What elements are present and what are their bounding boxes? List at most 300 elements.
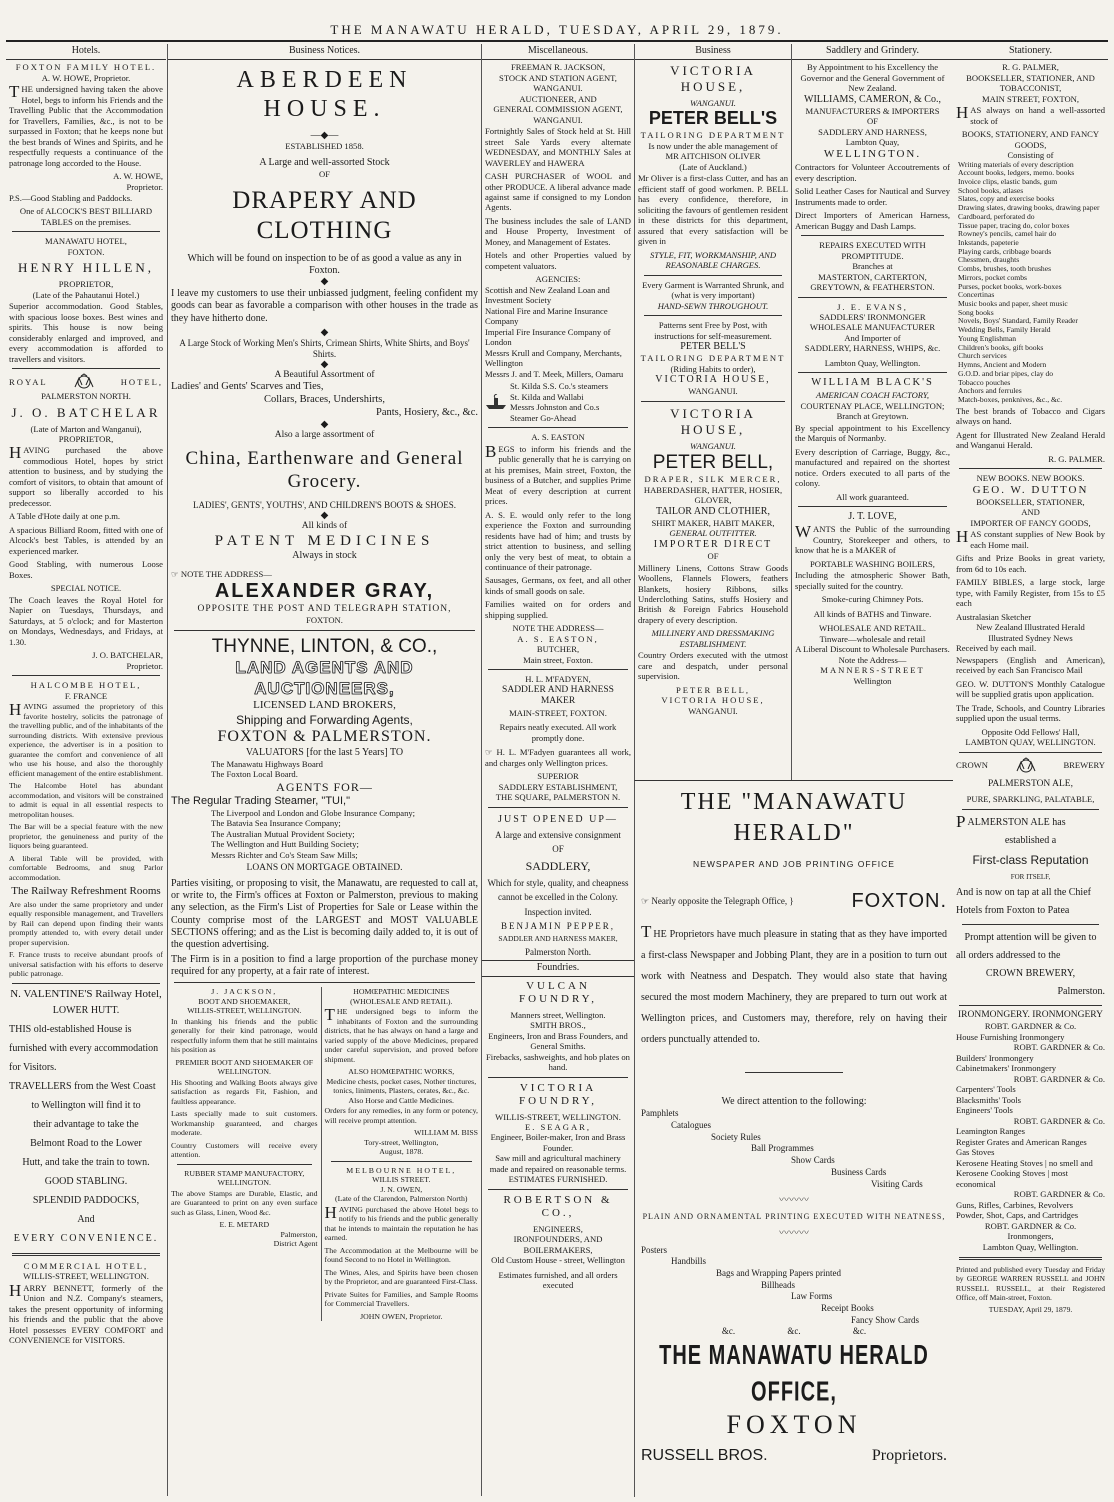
ad-line: PALMERSTON ALE, [988,778,1073,789]
ad-line: A Large and well-assorted Stock [259,157,390,169]
column-business [634,44,791,780]
ad-body: The Halcombe Hotel has abundant accommodation, and visitors will be constrained to admit is equal in all essential respects to metropolitan houses. [9,781,163,819]
ad-line: VALUATORS [for the last 5 Years] TO [245,746,404,758]
ad-body: The business includes the sale of LAND and House Property, Investment of Money, and Management of Estates. [485,215,631,247]
ad-line: Steamer Go-Ahead [510,412,577,423]
ad-signature-role: Main street, Foxton. [523,654,593,665]
ad-body: HAVING purchased the above Hotel begs to notify to his friends and the public generally that he intends to maintain the reputation he has earned. [324,1202,478,1243]
ad-line: AGENCIES: [535,274,581,285]
ad-title: R. G. PALMER, [1002,62,1059,73]
ad-late: (Late of the Pahautanui Hotel.) [32,289,140,300]
ad-body: WANTS the Public of the surrounding Country, Storekeeper and others, to know that he is a MAKER of [795,522,950,556]
ad-trade: IRONFOUNDERS, AND BOILERMAKERS, [513,1234,603,1255]
ad-line: LICENSED LAND BROKERS, [253,699,396,712]
ad-jackson-boots [168,987,322,1321]
ad-title-row [956,757,1105,775]
ad-line: OF [867,116,878,127]
ornament: ◆ [320,276,329,288]
ad-place: WANGANUI. [690,97,736,108]
ad-place: WELLINGTON. [823,147,922,160]
ad-headline: China, Earthenware and General Grocery. [185,448,464,493]
ad-headline: FOXTON. [851,890,947,913]
ad-headline: First-class Reputation [972,852,1089,867]
list-item: Concertinas [958,290,995,300]
ad-owner: J. O. BATCHELAR [11,404,161,420]
ad-foxton-family-hotel [6,62,166,227]
list-item: Account books, ledgers, memo. books [958,168,1075,178]
pointing-hand-icon: ☞ [485,747,497,758]
ad-line: FOXTON. [306,615,343,626]
ad-body: Gifts and Prize Books in great variety, from 6d to 10s each. [956,553,1105,574]
ad-title: WILLIAM BLACK'S [811,377,934,389]
ad-line: ☞ Nearly opposite the Telegraph Office, } [641,895,794,906]
ad-place: WILLIS-STREET, WELLINGTON. [23,1271,149,1282]
ad-line: NOTE THE ADDRESS— [512,623,604,634]
ad-line: ROBT. GARDNER & Co. [1013,1042,1105,1053]
ad-line: OF [707,551,719,562]
ad-line: MASTERTON, CARTERTON, GREYTOWN, & FEATHERSTON. [810,271,935,293]
ad-line: Billheads [761,1279,795,1290]
ad-line: SADDLERY ESTABLISHMENT, [498,781,618,792]
ad-title: MELBOURNE HOTEL, [346,1165,457,1175]
section-heading: Hotels. [6,44,166,60]
ad-vulcan-foundry [482,980,634,1073]
ad-mfadyen-saddler [482,674,634,803]
ad-title: FREEMAN R. JACKSON, [510,62,606,73]
ad-line: Carpenters' Tools [956,1084,1016,1095]
ad-body: The Trade, Schools, and Country Libraries supplied upon the usual terms. [956,702,1105,724]
ad-line: THIS old-established House is [9,1023,132,1035]
ad-body: HAVING purchased the above commodious Hotel, hopes by strict attention to business, and by studying the comfort of visitors, to obtain that amount of support so liberally accorded to his predecessor. [9,443,163,508]
steamship-icon [485,394,507,410]
ad-line: SPLENDID PADDOCKS, [32,1194,140,1206]
ad-billiard: One of ALCOCK'S BEST BILLIARD TABLES on the premises. [19,206,153,227]
ad-body: HAS constant supplies of New Book by each Home mail. [956,527,1105,550]
ad-line: Inspection invited. [524,906,592,917]
ad-line: SHIRT MAKER, HABIT MAKER, [651,517,775,528]
ad-address-row [641,888,947,914]
ad-title-right: HOTEL, [120,376,163,387]
ad-place: THE SQUARE, PALMERSTON N. [495,792,621,803]
ad-body: The Bar will be a special feature with the new proprietor, the genuineness and purity of the liquors being guaranteed. [9,822,163,851]
ad-line: Visiting Cards [871,1178,923,1189]
ad-line: established a [1004,834,1057,846]
ad-body: Fortnightly Sales of Stock held at St. Hill street Sale Yards every alternate WEDNESDAY, and MONTHLY Sales at WAVERLEY and HAWERA [485,126,631,168]
ad-line: VICTORIA HOUSE, [661,695,765,706]
ad-line: Pants, Hosiery, &c., &c. [376,406,478,418]
ad-line: Smoke-curing Chimney Pots. [821,594,924,605]
ad-line: Society Rules [711,1131,761,1142]
ad-line: LOANS ON MORTGAGE OBTAINED. [246,863,403,874]
ad-line: Ladies' and Gents' Scarves and Ties, [171,381,324,393]
ad-line: LADIES', GENTS', YOUTHS', AND CHILDREN'S BOOTS & SHOES. [193,499,456,510]
divider [801,235,944,236]
divider [177,1164,312,1165]
ad-body: FAMILY BIBLES, a large stock, large type, with Family Register, from 15s to £5 each [956,577,1105,609]
ad-title: N. VALENTINE'S Railway Hotel, [10,987,162,1000]
ad-line: Every Garment is Warranted Shrunk, and (what is very important) [642,279,784,301]
ad-line: &c. &c. &c. [721,1326,867,1337]
ad-title-left: ROYAL [9,376,48,387]
ad-subtitle: The Railway Refreshment Rooms [11,885,161,898]
ad-line: PALMERSTON ALE has [956,811,1066,831]
column-stationery [953,44,1108,1496]
ad-line: The Manawatu Highways Board [211,758,323,769]
ad-line: Handbills [671,1256,706,1267]
ad-body: Mr Oliver is a first-class Cutter, and has an efficient staff of good workmen. P. BELL has every confidence, therefore, in soliciting the favours of gentlemen resident in these districts for this department, assured that every satisfaction will be given in [638,173,788,247]
ad-line: Collars, Braces, Undershirts, [263,394,386,406]
ad-line: AUCTIONEER, AND [519,93,597,104]
divider [12,1253,160,1256]
ad-line: REPAIRS EXECUTED WITH PROMPTITUDE. [819,240,926,261]
ad-body: Lasts specially made to suit customers. Workmanship guaranteed, and charges moderate. [171,1109,318,1138]
ad-body: A Table d'Hote daily at one p.m. [9,511,121,522]
divider [641,401,785,402]
list-item: Purses, pocket books, work-boxes [958,281,1062,291]
ad-signature: E. E. METARD [219,1220,270,1230]
ad-line: Register Grates and American Ranges [956,1136,1087,1147]
divider [12,368,160,369]
list-item: Church services [958,351,1007,361]
ad-title: ABERDEEN HOUSE. [236,67,413,123]
masthead: THE MANAWATU HERALD, TUESDAY, APRIL 29, 1879. [330,22,784,37]
ad-trade: ENGINEERS, [533,1223,583,1234]
ad-place: WILLIS-STREET, WELLINGTON. [187,1006,302,1016]
ad-line: ROBT. GARDNER & Co. [984,1220,1077,1231]
ad-signature: JOHN OWEN, Proprietor. [360,1311,443,1321]
ad-place: WANGANUI. [533,83,583,94]
ad-line: ROBT. GARDNER & Co. [1013,1073,1105,1084]
section-heading: Miscellaneous. [482,44,634,60]
ad-gardner-ironmongery [953,1010,1108,1252]
ad-line: Is now under the able management of [648,140,778,151]
ad-appointment: By Appointment to his Excellency the Governor and the General Government of New Zealand. [800,62,945,94]
list-item: Match-boxes, penknives, &c., &c. [958,394,1063,404]
list-item: Tissue paper, tracing do, color boxes [958,220,1070,230]
list-item: Novels, Boys' Standard, Family Reader [958,316,1078,326]
ad-line: AGENTS FOR— [276,779,373,794]
ad-note [171,569,478,579]
ad-signature-role: Tory-street, Wellington, [364,1137,439,1147]
ad-signature-role: Proprietors. [871,1446,947,1464]
ad-line: And is now on tap at all the Chief [956,886,1091,898]
section-heading: Foundries. [482,960,634,977]
ad-body: HARRY BENNETT, formerly of the Union and N.Z. Company's steamers, takes the present opportunity of informing his friends and the public that the above Hotel possesses EVERY COMFORT and CONVENIENCE for VISITORS. [9,1280,163,1346]
ad-signature: J. O. BATCHELAR, [92,650,163,661]
ad-line: MILLINERY AND DRESSMAKING ESTABLISHMENT. [651,628,775,649]
ad-line: FOR ITSELF, [1010,873,1051,882]
ad-line: The Batavia Sea Insurance Company; [211,818,341,829]
ad-line: OF [319,169,330,180]
ad-body: His Shooting and Walking Boots always give satisfaction as regards Fit, Fashion, and faultless appearance. [171,1077,318,1106]
ad-body: Are also under the same proprietory and under equally responsible management, and Travellers by Rail can depend upon finding their wants promptly attended to, with every detail under proper supervision. [9,899,163,947]
ad-line: AMERICAN COACH FACTORY, [815,390,930,401]
ad-valentine-hotel [6,988,166,1248]
ad-headline: SADDLERY, [525,858,591,873]
ad-line: Messrs J. and T. Meek, Millers, Oamaru [485,368,624,379]
ad-line: (Riding Habits to order), [670,363,756,374]
ad-line: PETER BELL'S [680,341,746,353]
pointing-hand-icon: ☞ [641,895,652,906]
ad-title: VULCAN FOUNDRY, [519,979,597,1006]
ad-body: Engineer, Boiler-maker, Iron and Brass Founder. [490,1132,626,1153]
ad-place: WANGANUI. [690,440,736,451]
ad-body: Saw mill and agricultural machinery made and repaired on reasonable terms. [489,1153,627,1174]
list-item: Anchors and ferrules [958,386,1022,396]
ad-line: Business Cards [831,1166,887,1177]
list-item: Wedding Bells, Family Herald [958,325,1051,335]
ad-body: Superior accommodation. Good Stables, with spacious loose boxes. Best wines and spirits. This house is now being considerably enlarged and improved, and every accommodation is afforded to travellers and visitors. [9,301,163,364]
ad-body: Good Stabling, with numerous Loose Boxes. [9,559,163,580]
ad-line: Hutt, and take the train to town. [22,1156,150,1168]
ad-title: IRONMONGERY. IRONMONGERY [958,1009,1103,1020]
pointing-hand-icon: ☞ [171,568,181,579]
divider [644,275,782,276]
ad-line: Builders' Ironmongery [956,1052,1034,1063]
ad-line: Bags and Wrapping Papers printed [716,1268,841,1278]
divider [488,427,628,428]
ad-signature: BENJAMIN PEPPER, [500,921,615,931]
ad-thynne-linton [168,635,481,979]
ad-line: Kerosene Cooking Stoves | most economical [956,1168,1068,1189]
ad-title: WILLIAMS, CAMERON, & Co., [804,93,941,105]
divider [745,1072,843,1073]
ad-title: THE "MANAWATU HERALD" [680,789,908,847]
ad-dutton [953,473,1108,748]
section-heading: Stationery. [953,44,1108,60]
ad-place: MAIN-STREET, FOXTON. [509,707,607,718]
ad-headline: ALEXANDER GRAY, [214,580,435,603]
ad-body: Orders for any remedies, in any form or potency, will receive prompt attention. [324,1106,478,1125]
ad-title-row [9,373,163,391]
ad-title-left: CROWN [956,760,988,771]
ad-subtitle: NEWSPAPER AND JOB PRINTING OFFICE [693,859,895,870]
divider [174,982,475,983]
imprint-date: TUESDAY, April 29, 1879. [988,1305,1073,1315]
ad-line: ESTIMATES FURNISHED. [508,1174,608,1185]
ad-headline: PETER BELL, [652,452,774,474]
ad-line: Which will be found on inspection to be of as good a value as any in Foxton. [187,252,462,277]
list-item: School books, atlases [958,185,1024,195]
ad-title: VICTORIA HOUSE, [670,405,756,437]
ad-line: Note the Address— [838,654,907,665]
ad-line: Illustrated Sydney News [988,632,1073,643]
ad-body: I leave my customers to use their unbiassed judgment, feeling confident my goods can bear as favorable a comparison with other houses in the trade as they have hitherto done. [171,288,478,324]
column-hotels [6,44,166,1496]
ad-title: GEO. W. DUTTON [972,483,1089,496]
ad-line: Cabinetmakers' Ironmongery [956,1063,1057,1074]
ad-line: The Australian Mutual Provident Society; [211,828,355,839]
ad-line: TAILOR AND CLOTHIER, [656,505,770,517]
ad-body: Every description of Carriage, Buggy, &c., manufactured and repaired on the shortest notice. Orders executed to all parts of the colony. [795,446,950,489]
ad-line: BOOKS, STATIONERY, AND FANCY GOODS, [961,129,1100,150]
ad-line: Imperial Fire Insurance Company of London [485,326,611,348]
ad-body: The Accommodation at the Melbourne will be found Second to no Hotel in Wellington. [324,1245,478,1265]
ad-line: NOTE THE ADDRESS— [180,568,272,579]
ad-line: And Importer of [844,332,901,343]
list-item: Rowney's pencils, camel hair do [958,229,1057,239]
ad-line: Law Forms [791,1291,833,1302]
list-item: Playing cards, cribbage boards [958,246,1052,256]
ad-signature-role: August, 1878. [379,1147,424,1157]
ad-signature: A. S. EASTON, [517,633,599,644]
ad-line: OPPOSITE THE POST AND TELEGRAPH STATION, [197,603,452,614]
ad-line: their advantage to take the [33,1118,139,1130]
divider [959,752,1102,753]
list-item: Young Englishman [958,333,1017,343]
ad-line: for Visitors. [9,1061,57,1073]
masthead-rule [6,40,1108,42]
ad-body: GEO. W. DUTTON'S Monthly Catalogue will be supplied gratis upon application. [956,678,1105,700]
ad-body: Millinery Linens, Cottons Straw Goods Woollens, Flannels Flowers, feathers Blankets, hosiery Ribbons, silks Underclothing Satins, stuffs Hosiery and British & Foreign Fabrics Household drapery of every description. [638,562,788,625]
ad-line: COURTENAY PLACE, WELLINGTON; [800,400,945,411]
ad-line: Engineers' Tools [956,1105,1013,1116]
ad-trade: IMPORTER OF FANCY GOODS, [970,517,1091,528]
divider [12,983,160,984]
divider [798,372,947,373]
list-item: Writing materials of every description [958,159,1074,169]
ad-line: MR AITCHISON OLIVER [665,151,761,162]
ad-line: Patterns sent Free by Post, with instructions for self-measurement. [654,320,772,341]
ad-body: THE Proprietors have much pleasure in stating that as they have imported a first-class Newspaper and Jobbing Plant, they are in a position to turn out work with Neatness and Despatch. They would also state that having secured the most modern Machinery, they are prepared to turn out work at Wellington prices, and Customers may, therefore, rely on having their orders punctually attended to. [641,922,947,1046]
ad-title-right: BREWERY [1063,760,1105,771]
ad-place: WELLINGTON. [217,1178,271,1188]
divider [12,675,160,676]
ad-title: FOXTON FAMILY HOTEL. [15,62,157,73]
list-item: Inkstands, papeterie [958,238,1019,248]
ad-line: WHOLESALE AND RETAIL. [819,623,926,634]
ad-line: Pamphlets [641,1108,679,1119]
ad-body: HAVING assumed the proprietory of this favorite hostelry, solicits the patronage of the travelling public, and of the inhabitants of the surrounding districts. With extensive previous experience, the advertiser is in a position to guarantee the comfort and convenience of all who use his house, and also the thoroughly efficient management of the entire establishment. [9,700,164,778]
ad-body: Direct Importers of American Harness, American Buggy and Dash Lamps. [795,210,950,231]
ad-late: (Late of Marton and Wanganui), [30,423,142,434]
ad-headline: THE MANAWATU HERALD OFFICE, [659,1340,929,1408]
ad-line: OF [552,844,564,855]
list-item: Mirrors, pocket combs [958,272,1027,282]
ad-evans [792,302,953,369]
ad-place: WANGANUI. [688,386,738,397]
ad-line: A large and extensive consignment [495,829,621,840]
ad-late: (Late of the Clarendon, Palmerston North) [335,1194,468,1204]
ad-headline: FOXTON [726,1410,862,1440]
ad-body: The Coach leaves the Royal Hotel for Napier on Tuesdays, Thursdays, and Saturdays, at 5 o'clock; and for Masterton on Mondays, Wednesdays, and Fridays, at 1.30. [9,594,163,647]
ad-line: all orders addressed to the [956,949,1061,961]
ad-manawatu-herald [634,780,953,1497]
ad-line: PLAIN AND ORNAMENTAL PRINTING EXECUTED WITH NEATNESS, [642,1212,946,1222]
ad-line: A Beautiful Assortment of [274,369,375,380]
ad-place: LOWER HUTT. [52,1004,120,1016]
ad-title: J. JACKSON, [211,987,278,997]
ad-body: Country Customers will receive every attention. [171,1140,318,1160]
ad-place: WANGANUI. [533,114,583,125]
ad-title: COMMERCIAL HOTEL, [23,1260,149,1271]
ad-line: Blacksmiths' Tools [956,1094,1022,1105]
ad-line: DRAPER, SILK MERCER, [644,474,782,485]
ad-line: Kerosene Heating Stoves | no smell and [956,1157,1093,1168]
divider [12,231,160,232]
ad-subtitle: (WHOLESALE AND RETAIL). [350,996,453,1006]
ad-robertson [482,1194,634,1291]
ornament: 〰〰〰 [779,1227,809,1239]
ad-line: Fancy Show Cards [851,1314,919,1325]
ad-line: House Furnishing Ironmongery [956,1031,1065,1042]
ad-line: Branches at [852,261,893,272]
ad-signature-role: BUTCHER, [536,644,580,655]
ad-body: By special appointment to his Excellency the Marquis of Normanby. [795,422,950,444]
ad-line: Branch at Greytown. [836,411,909,422]
ad-victoria-foundry [482,1082,634,1185]
ad-body: THE undersigned begs to inform the inhabitants of Foxton and the surrounding districts, that he has always on hand a large and varied supply of the above Medicines, prepared under careful supervision, and proved before shipment. [324,1005,478,1064]
ad-body: Agent for Illustrated New Zealand Herald and Wanganui Herald. [956,429,1105,451]
ad-headline: PATENT MEDICINES [214,533,435,550]
ad-line: ROBT. GARDNER & Co. [1013,1189,1105,1200]
list-item: Tobacco pouches [958,377,1011,387]
ad-line: Posters [641,1244,668,1255]
ad-line: Also Horse and Cattle Medicines. [348,1095,454,1105]
ad-line: TRAVELLERS from the West Coast [9,1080,156,1092]
ad-williams-cameron [792,62,953,292]
ad-title: J. E. EVANS, [837,301,908,312]
ad-body: Hotels and other Properties valued by competent valuators. [485,250,631,271]
list-item: Slates, copy and exercise books [958,194,1055,204]
ad-line: MANNERS-STREET [820,665,925,676]
ad-line: PURE, SPARKLING, PALATABLE, [966,794,1095,805]
divider [798,297,947,298]
ad-line: ALSO HOMŒPATHIC WORKS, [348,1067,455,1077]
imprint [953,1265,1108,1314]
ad-crown-brewery [953,757,1108,1001]
ad-aberdeen-house [168,66,481,625]
list-item: Invoice clips, elastic bands, gum [958,176,1058,186]
ad-line: All kinds of [301,520,348,531]
ad-title: VICTORIA FOUNDRY, [519,1081,597,1108]
ad-signature: RUSSELL BROS. [641,1446,768,1464]
ad-headline: LAND AGENTS AND AUCTIONEERS, [235,657,414,698]
ad-line: MANUFACTURERS & IMPORTERS [805,105,940,116]
list-item: Children's books, gift books [958,342,1044,352]
ad-body: CASH PURCHASER of WOOL and other PRODUCE. A liberal advance made against same if consigned to my London Agents. [485,171,631,213]
ad-headline: FOXTON & PALMERSTON. [217,728,432,746]
ad-line: EVERY CONVENIENCE. [13,1232,159,1244]
ad-line: furnished with every accommodation [9,1042,159,1054]
ad-line: A Liberal Discount to Wholesale Purchasers. [795,644,950,655]
column-business-notices [167,44,481,1496]
ad-line: And [77,1213,95,1225]
ad-line: Powder, Shot, Caps, and Cartridges [956,1210,1079,1221]
ad-title: H. L. M'FADYEN, [525,674,591,685]
ad-line: NEW BOOKS. NEW BOOKS. [976,473,1085,484]
ad-body: Families waited on for orders and shipping supplied. [485,599,631,620]
ad-line: The Foxton Local Board. [211,769,298,780]
ad-easton-butcher [482,432,634,665]
ad-notice: SPECIAL NOTICE. [50,583,122,594]
ad-body [485,747,631,768]
ad-proprietor: A. W. HOWE, Proprietor. [41,72,131,83]
ad-line: IMPORTER DIRECT [653,538,773,550]
ad-line: The Regular Trading Steamer, "TUI," [171,794,350,807]
list-item: Hymns, Ancient and Modern [958,360,1047,370]
ad-job-list [635,1108,953,1190]
ad-title: MANAWATU HOTEL, [45,236,127,247]
ad-headline: PETER BELL'S [648,108,778,129]
ad-line: Leamington Ranges [956,1126,1025,1137]
ad-peter-bell-tailoring [635,63,791,397]
ad-line: SADDLERY, HARNESS, WHIPS, &c. [804,343,941,354]
ad-line: AND [1021,507,1040,518]
ad-established: ESTABLISHED 1858. [285,140,364,151]
ad-line: Messrs Johnston and Co.s [510,402,600,413]
divider [644,315,782,316]
